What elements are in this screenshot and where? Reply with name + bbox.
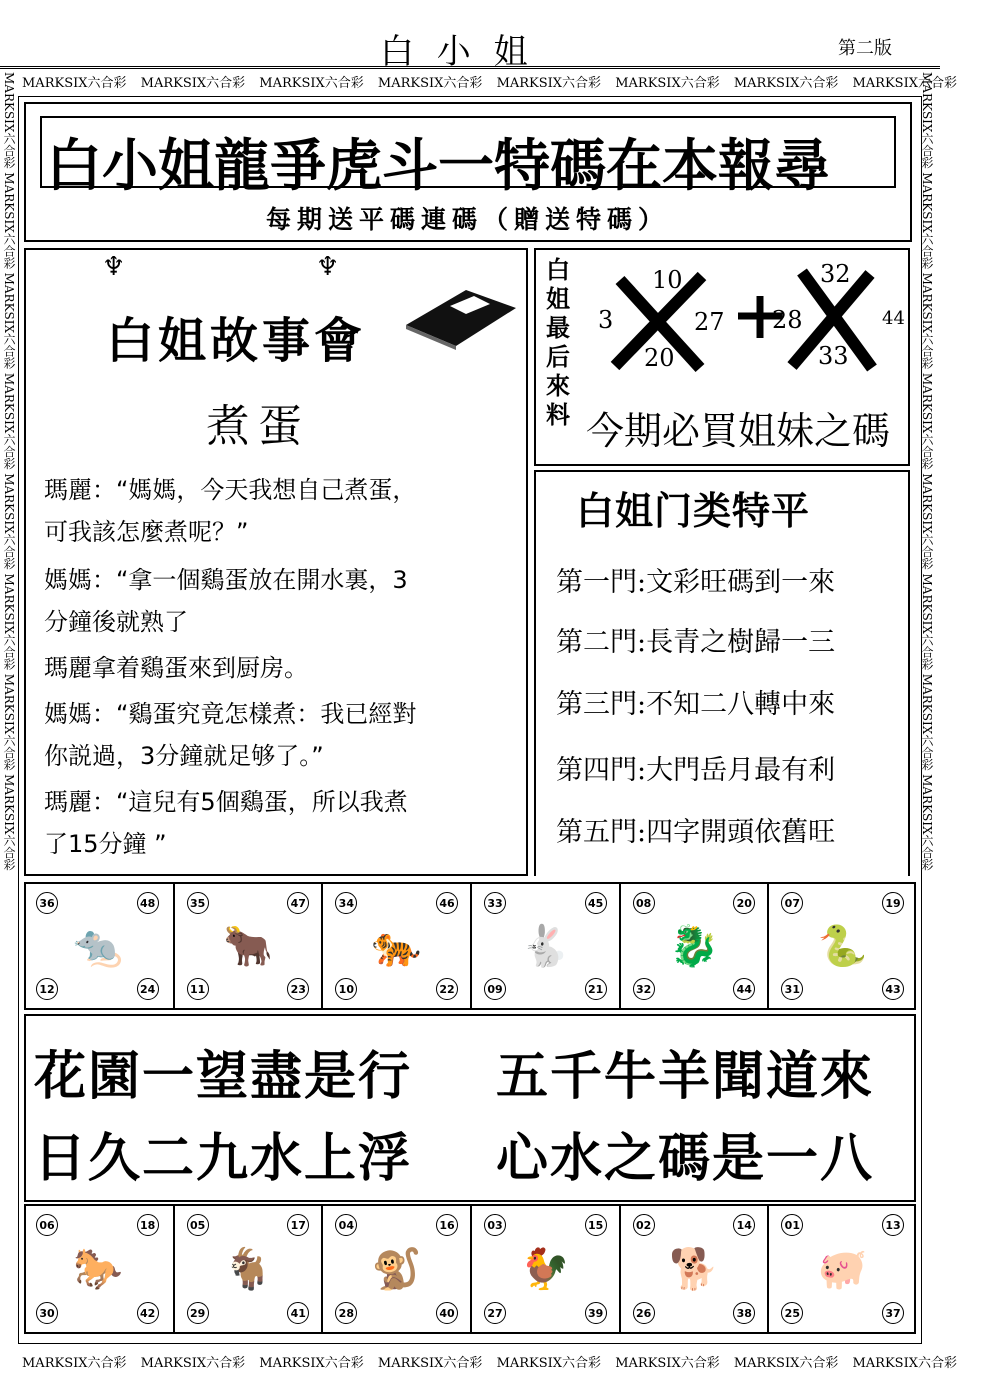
- zodiac-number: 05: [187, 1214, 209, 1236]
- door-text: 不知二八轉中來: [646, 689, 836, 720]
- latest-number: 32: [820, 260, 851, 288]
- zodiac-number: 38: [733, 1302, 755, 1324]
- zodiac-number: 36: [36, 892, 58, 914]
- poem-line: 花園一望盡是行: [34, 1047, 413, 1107]
- lotus-icon: ♆: [316, 252, 340, 282]
- snake-icon: 🐍: [817, 923, 868, 970]
- door-item: 第二門:長青之樹歸一三: [556, 627, 836, 658]
- zodiac-number: 33: [484, 892, 506, 914]
- zodiac-number: 26: [633, 1302, 655, 1324]
- pig-icon: 🐖: [817, 1246, 868, 1293]
- door-item: 第四門:大門岳月最有利: [556, 755, 836, 786]
- story-line: 媽媽：“鷄蛋究竟怎樣煮：我已經對: [44, 700, 417, 728]
- zodiac-number: 17: [287, 1214, 309, 1236]
- zodiac-number: 32: [633, 978, 655, 1000]
- zodiac-number: 42: [137, 1302, 159, 1324]
- zodiac-number: 03: [484, 1214, 506, 1236]
- marksix-strip-left: MARKSIX六合彩 MARKSIX六合彩 MARKSIX六合彩 MARKSIX六合彩 MARKSIX六合彩 MARKSIX六合彩 MARKSIX六合彩 MARKSIX六合彩: [2, 72, 16, 871]
- zodiac-number: 04: [335, 1214, 357, 1236]
- door-item: 第一門:文彩旺碼到一來: [556, 567, 836, 598]
- zodiac-number: 08: [633, 892, 655, 914]
- zodiac-number: 16: [436, 1214, 458, 1236]
- zodiac-number: 35: [187, 892, 209, 914]
- zodiac-number: 48: [137, 892, 159, 914]
- story-line: 可我該怎麼煮呢？”: [44, 518, 249, 546]
- latest-number: 27: [694, 308, 725, 336]
- door-label: 第一門: [556, 567, 637, 598]
- latest-vertical-label: 白姐最后來料: [546, 256, 570, 429]
- strip-text: MARKSIX六合彩: [615, 1356, 720, 1371]
- story-line: 瑪麗拿着鷄蛋來到厨房。: [44, 654, 308, 682]
- poem-line: 心水之碼是一八: [496, 1129, 875, 1189]
- zodiac-number: 01: [781, 1214, 803, 1236]
- zodiac-number: 31: [781, 978, 803, 1000]
- zodiac-number: 43: [882, 978, 904, 1000]
- zodiac-number: 37: [882, 1302, 904, 1324]
- zodiac-number: 47: [287, 892, 309, 914]
- zodiac-number: 28: [335, 1302, 357, 1324]
- strip-text: MARKSIX六合彩: [615, 76, 720, 91]
- story-line: 你説過，3分鐘就足够了。”: [44, 742, 324, 770]
- lotus-icon: ♆: [102, 252, 126, 282]
- zodiac-number: 09: [484, 978, 506, 1000]
- zodiac-number: 06: [36, 1214, 58, 1236]
- zodiac-number: 40: [436, 1302, 458, 1324]
- latest-number: 3: [598, 306, 614, 334]
- door-label: 第二門: [556, 627, 637, 658]
- strip-text: MARKSIX六合彩: [852, 76, 957, 91]
- strip-text: MARKSIX六合彩: [496, 76, 602, 91]
- zodiac-number: 13: [882, 1214, 904, 1236]
- zodiac-number: 12: [36, 978, 58, 1000]
- rat-icon: 🐀: [73, 923, 124, 970]
- door-item: 第五門:四字開頭依舊旺: [556, 817, 836, 848]
- story-line: 分鐘後就熟了: [44, 608, 188, 636]
- poem-line: 日久二九水上浮: [34, 1129, 413, 1189]
- strip-text: MARKSIX六合彩: [140, 1356, 246, 1371]
- latest-slogan: 今期必買姐妹之碼: [586, 409, 891, 453]
- strip-text: MARKSIX六合彩: [22, 76, 127, 91]
- door-item: 第三門:不知二八轉中來: [556, 689, 836, 720]
- horse-icon: 🐎: [73, 1246, 124, 1293]
- latest-number: 20: [644, 344, 675, 372]
- zodiac-number: 41: [287, 1302, 309, 1324]
- marksix-strip-right: MARKSIX六合彩 MARKSIX六合彩 MARKSIX六合彩 MARKSIX六合彩 MARKSIX六合彩 MARKSIX六合彩 MARKSIX六合彩 MARKSIX六合彩: [920, 72, 934, 871]
- zodiac-number: 27: [484, 1302, 506, 1324]
- zodiac-number: 24: [137, 978, 159, 1000]
- strip-text: MARKSIX六合彩: [259, 76, 364, 91]
- latest-number: 44: [882, 308, 905, 329]
- zodiac-number: 10: [335, 978, 357, 1000]
- door-text: 長青之樹歸一三: [646, 627, 836, 658]
- rabbit-icon: 🐇: [520, 923, 571, 970]
- latest-number: 28: [772, 306, 803, 334]
- story-line: 瑪麗：“這兒有5個鷄蛋，所以我煮: [44, 788, 408, 816]
- strip-text: MARKSIX六合彩: [22, 1356, 127, 1371]
- door-label: 第四門: [556, 755, 637, 786]
- zodiac-number: 39: [585, 1302, 607, 1324]
- strip-text: MARKSIX六合彩: [733, 1356, 839, 1371]
- strip-text: MARKSIX六合彩: [377, 1356, 483, 1371]
- strip-text: MARKSIX六合彩: [733, 76, 839, 91]
- zodiac-number: 30: [36, 1302, 58, 1324]
- monkey-icon: 🐒: [371, 1246, 422, 1293]
- strip-text: MARKSIX六合彩: [259, 1356, 364, 1371]
- zodiac-number: 45: [585, 892, 607, 914]
- zodiac-number: 15: [585, 1214, 607, 1236]
- strip-text: MARKSIX六合彩: [496, 1356, 602, 1371]
- strip-text: MARKSIX六合彩: [377, 76, 483, 91]
- zodiac-number: 11: [187, 978, 209, 1000]
- door-label: 第五門: [556, 817, 637, 848]
- door-text: 四字開頭依舊旺: [646, 817, 836, 848]
- zodiac-number: 18: [137, 1214, 159, 1236]
- goat-icon: 🐐: [223, 1246, 273, 1293]
- doors-title: 白姐门类特平: [576, 489, 811, 533]
- story-line: 媽媽：“拿一個鷄蛋放在開水裏，3: [44, 566, 408, 594]
- zodiac-number: 25: [781, 1302, 803, 1324]
- story-column-title: 白姐故事會: [106, 313, 367, 369]
- zodiac-number: 34: [335, 892, 357, 914]
- zodiac-number: 29: [187, 1302, 209, 1324]
- door-text: 文彩旺碼到一來: [646, 567, 836, 598]
- strip-text: MARKSIX六合彩: [140, 76, 246, 91]
- latest-number: 33: [818, 342, 849, 370]
- tiger-icon: 🐅: [371, 923, 422, 970]
- page-frame: [18, 96, 922, 1344]
- story-title: 煮蛋: [206, 401, 310, 452]
- page-header: [0, 14, 940, 72]
- marksix-strip-top: [22, 72, 957, 91]
- zodiac-number: 19: [882, 892, 904, 914]
- dog-icon: 🐕: [669, 1246, 719, 1293]
- dragon-icon: 🐉: [669, 923, 719, 970]
- zodiac-number: 21: [585, 978, 607, 1000]
- marksix-strip-bottom: [22, 1352, 957, 1371]
- zodiac-number: 22: [436, 978, 458, 1000]
- latest-number: 10: [652, 266, 683, 294]
- edition-label: 第二版: [838, 38, 892, 59]
- zodiac-number: 46: [436, 892, 458, 914]
- door-label: 第三門: [556, 689, 637, 720]
- zodiac-number: 07: [781, 892, 803, 914]
- poem-line: 五千牛羊聞道來: [496, 1047, 875, 1107]
- page-title: 白 小 姐: [380, 32, 534, 72]
- headline: 白小姐龍爭虎斗一特碼在本報尋: [46, 134, 830, 199]
- story-line: 瑪麗：“媽媽，今天我想自己煮蛋，: [44, 476, 417, 504]
- door-text: 大門岳月最有利: [646, 755, 836, 786]
- zodiac-number: 44: [733, 978, 755, 1000]
- strip-text: MARKSIX六合彩: [852, 1356, 957, 1371]
- subline: 每期送平碼連碼（贈送特碼）: [266, 205, 670, 234]
- zodiac-number: 14: [733, 1214, 755, 1236]
- story-line: 了15分鐘 ”: [44, 830, 167, 858]
- ox-icon: 🐂: [223, 923, 273, 970]
- zodiac-number: 02: [633, 1214, 655, 1236]
- zodiac-number: 20: [733, 892, 755, 914]
- rooster-icon: 🐓: [520, 1246, 571, 1293]
- zodiac-number: 23: [287, 978, 309, 1000]
